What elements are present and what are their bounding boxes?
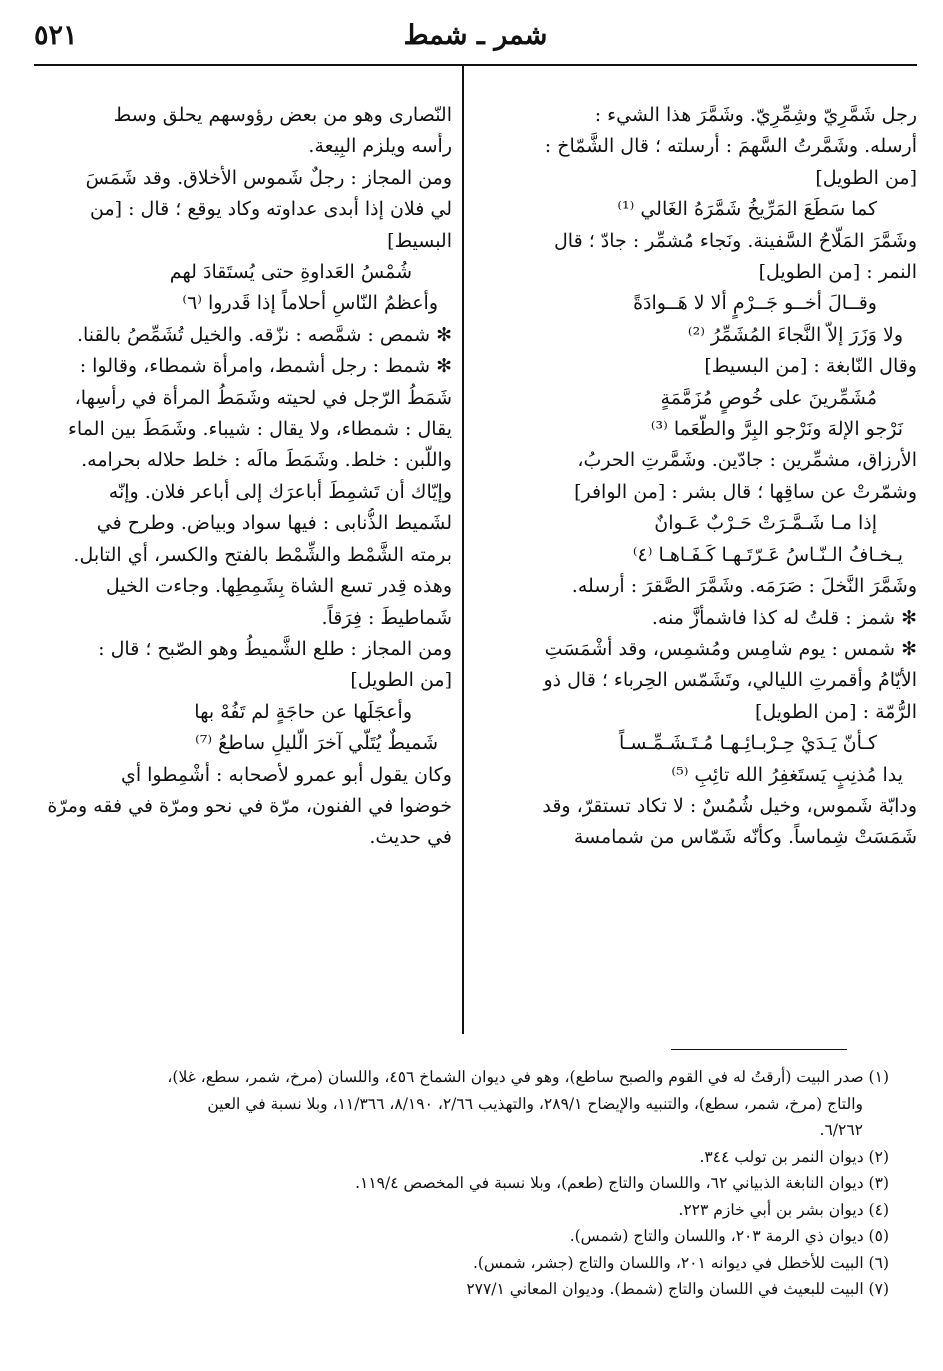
text-line: واللّبن : خلط. وشَمَطَ مالَه : خلط حلاله بحرامه. <box>81 449 452 472</box>
text-line: رأسه ويلزم البِيعة. <box>308 135 452 158</box>
verse-line: وأعجَلَها عن حاجَةٍ لم تَفُهْ بها <box>194 700 412 723</box>
text-line: وشمّرتْ عن ساقِها ؛ قال بشر : [من الوافر] <box>574 480 917 503</box>
entry-line: ✻ شمز : قلتُ له كذا فاشمأزَّ منه. <box>651 606 917 629</box>
entry-line: ✻ شمص : شمَّصه : نزّقه. والخيل تُشَمِّصُ بالقنا. <box>76 323 452 346</box>
footnotes <box>54 1064 889 1303</box>
footnote: (١) صدر البيت (أرقتُ له في القوم والصبح ساطع)، وهو في ديوان الشماخ ٤٥٦، واللسان (مرخ، شمر، سطع، غلا)، <box>167 1068 889 1086</box>
header-rule <box>34 64 917 66</box>
text-line: لي فلان إذا أبدى عداوته وكاد يوقع ؛ قال : [من <box>89 198 452 221</box>
text-line: الأيّامُ وأقمرتِ الليالي، وتَشَمّس الحِرباء ؛ قال ذو <box>543 669 917 692</box>
verse-line: وأعظمُ النّاسِ أحلاماً إذا قَدروا ⁽٦⁾ <box>182 292 438 315</box>
text-line: ومن المجاز : طلع الشَّميطُ وهو الصّبح ؛ قال : <box>98 637 452 660</box>
column-divider <box>462 66 464 1034</box>
right-column <box>499 100 917 1030</box>
meter-label: [من الطويل] <box>815 166 917 189</box>
text-line: ودابّة شَموس، وخيل شُمُسٌ : لا تكاد تستقرّ، وقد <box>542 794 917 817</box>
verse-line: شَميطٌ يُتَلّي آخرَ الّليلِ ساطعُ ⁽⁷⁾ <box>195 732 438 755</box>
footnote: (٤) ديوان بشر بن أبي خازم ٢٢٣. <box>678 1200 889 1219</box>
entry-line: ✻ شمط : رجل أشمط، وامرأة شمطاء، وقالوا : <box>79 355 452 378</box>
text-line: وهذه قِدر تسع الشاة بِشَمِطِها. وجاءت الخيل <box>105 575 452 598</box>
text-line: النّصارى وهو من بعض رؤوسهم يحلق وسط <box>113 104 452 126</box>
verse-line: وقــالَ أخــو جَــرْمٍ ألا لا هَــوادَةً <box>633 292 877 315</box>
text-line: النمر : [من الطويل] <box>758 261 917 284</box>
verse-line: يدا مُذنِبٍ يَستَغفِرُ الله تائِبِ ⁽⁵⁾ <box>671 763 903 786</box>
text-line: ومن المجاز : رجلٌ شَموس الأخلاق. وقد شَمَسَ <box>85 166 452 189</box>
entry-line: ✻ شمس : يوم شامِس ومُشمِس، وقد أشْمَسَتِ <box>544 637 917 660</box>
page-number: ٥٢١ <box>34 20 78 51</box>
left-column <box>34 100 452 1030</box>
page-header <box>34 20 917 64</box>
text-line: برمته الشَّمْط والشِّمْط بالفتح والكسر، أي التابل. <box>73 543 452 566</box>
footnote-continuation: والتاج (مرخ، شمر، سطع)، والتنبيه والإيضاح ٢٨٩/١، والتهذيب ٢/٦٦، ٨/١٩٠، ١١/٣٦٦، وبلا نسبة في العين <box>207 1094 863 1113</box>
verse-line: يـخـافُ الـنّـاسُ عَـرّتَـهـا كَـفَـاهـا ⁽٤⁾ <box>632 543 903 566</box>
text-line: يقال : شمطاء، ولا يقال : شيباء. وشَمَطَ بين الماء <box>67 418 452 441</box>
text-line: شَماطيطَ : فِرَقاً. <box>321 606 452 629</box>
footnote: (٥) ديوان ذي الرمة ٢٠٣، واللسان والتاج (شمس). <box>569 1227 889 1245</box>
footnote: (٧) البيت للبعيث في اللسان والتاج (شمط). وديوان المعاني ٢٧٧/١ <box>466 1280 889 1298</box>
text-line: الرُّمّة : [من الطويل] <box>754 700 917 723</box>
running-title: شمر ـ شمط <box>403 20 548 51</box>
text-line: وإيّاك أن تَشمِطَ أباعرَك إلى أباعر فلان. وإنّه <box>108 480 452 503</box>
text-line: الأرزاق، مشمِّرين : جادّين. وشَمَّرتِ الحربُ، <box>577 449 917 472</box>
verse-line: إذا مـا شَـمَّـرَتْ حَـرْبٌ عَـوانٌ <box>654 512 877 535</box>
meter-label: [من الطويل] <box>350 669 452 692</box>
verse-line: كما سَطَعَ المَرِّيخُ شَمَّرَهُ الغَالي ⁽¹⁾ <box>617 198 877 221</box>
footnote: (٣) ديوان النابغة الذبياني ٦٢، واللسان والتاج (طعم)، وبلا نسبة في المخصص ١١٩/٤. <box>355 1174 889 1192</box>
footnote-separator <box>671 1049 847 1050</box>
text-line: أرسله. وشَمَّرتُ السَّهمَ : أرسلته ؛ قال الشَّمّاخ : <box>544 135 917 158</box>
text-line: وكان يقول أبو عمرو لأصحابه : أشْمِطوا أي <box>120 763 452 786</box>
text-line: خوضوا في الفنون، مرّة في نحو ومرّة في فقه ومرّة <box>47 794 452 817</box>
text-line: شَمَسَتْ شِماساً. وكأنّه شَمّاس من شمامسة <box>573 826 917 849</box>
meter-label: البسيط] <box>387 229 452 252</box>
footnote: (٢) ديوان النمر بن تولب ٣٤٤. <box>699 1147 889 1166</box>
text-line: وشَمَّرَ النَّخلَ : صَرَمَه. وشَمَّرَ الصَّقرَ : أرسله. <box>571 575 917 598</box>
footnote-continuation: ٦/٢٦٢. <box>819 1121 863 1139</box>
text-line: في حديث. <box>369 826 452 849</box>
verse-line: شُمْسُ العَداوةِ حتى يُستَقادَ لهم <box>169 261 412 284</box>
verse-line: ولا وَزَرَ إلاّ النَّجاءَ المُشَمِّرُ ⁽²⁾ <box>687 323 903 346</box>
text-line: رجل شَمَّرِيّ وشِمِّرِيّ. وشَمَّرَ هذا الشيء : <box>594 104 917 126</box>
verse-line: كـأنّ يَـدَيْ حِـرْبـائِـهـا مُـتَـشَـمِّـسـاً <box>619 732 877 755</box>
verse-line: مُشَمِّرينَ على خُوصٍ مُزَمَّمَةٍ <box>660 386 877 409</box>
verse-line: نَرْجو الإلهَ ونَرْجو البِرَّ والطُّعَما ⁽³⁾ <box>650 418 903 441</box>
footnote: (٦) البيت للأخطل في ديوانه ٢٠١، واللسان والتاج (جشر، شمس). <box>472 1253 889 1272</box>
text-line: شَمَطُ الرّجل في لحيته وشَمَطُ المرأة في رأسِها، <box>74 386 452 409</box>
text-line: لشَميط الذُّنابى : فيها سواد وبياض. وطرح في <box>96 512 452 535</box>
text-line: وقال النّابغة : [من البسيط] <box>704 355 917 378</box>
text-line: وشَمَّرَ المَلّاحُ السَّفينة. ونَجاء مُشمِّر : جادّ ؛ قال <box>553 229 917 252</box>
